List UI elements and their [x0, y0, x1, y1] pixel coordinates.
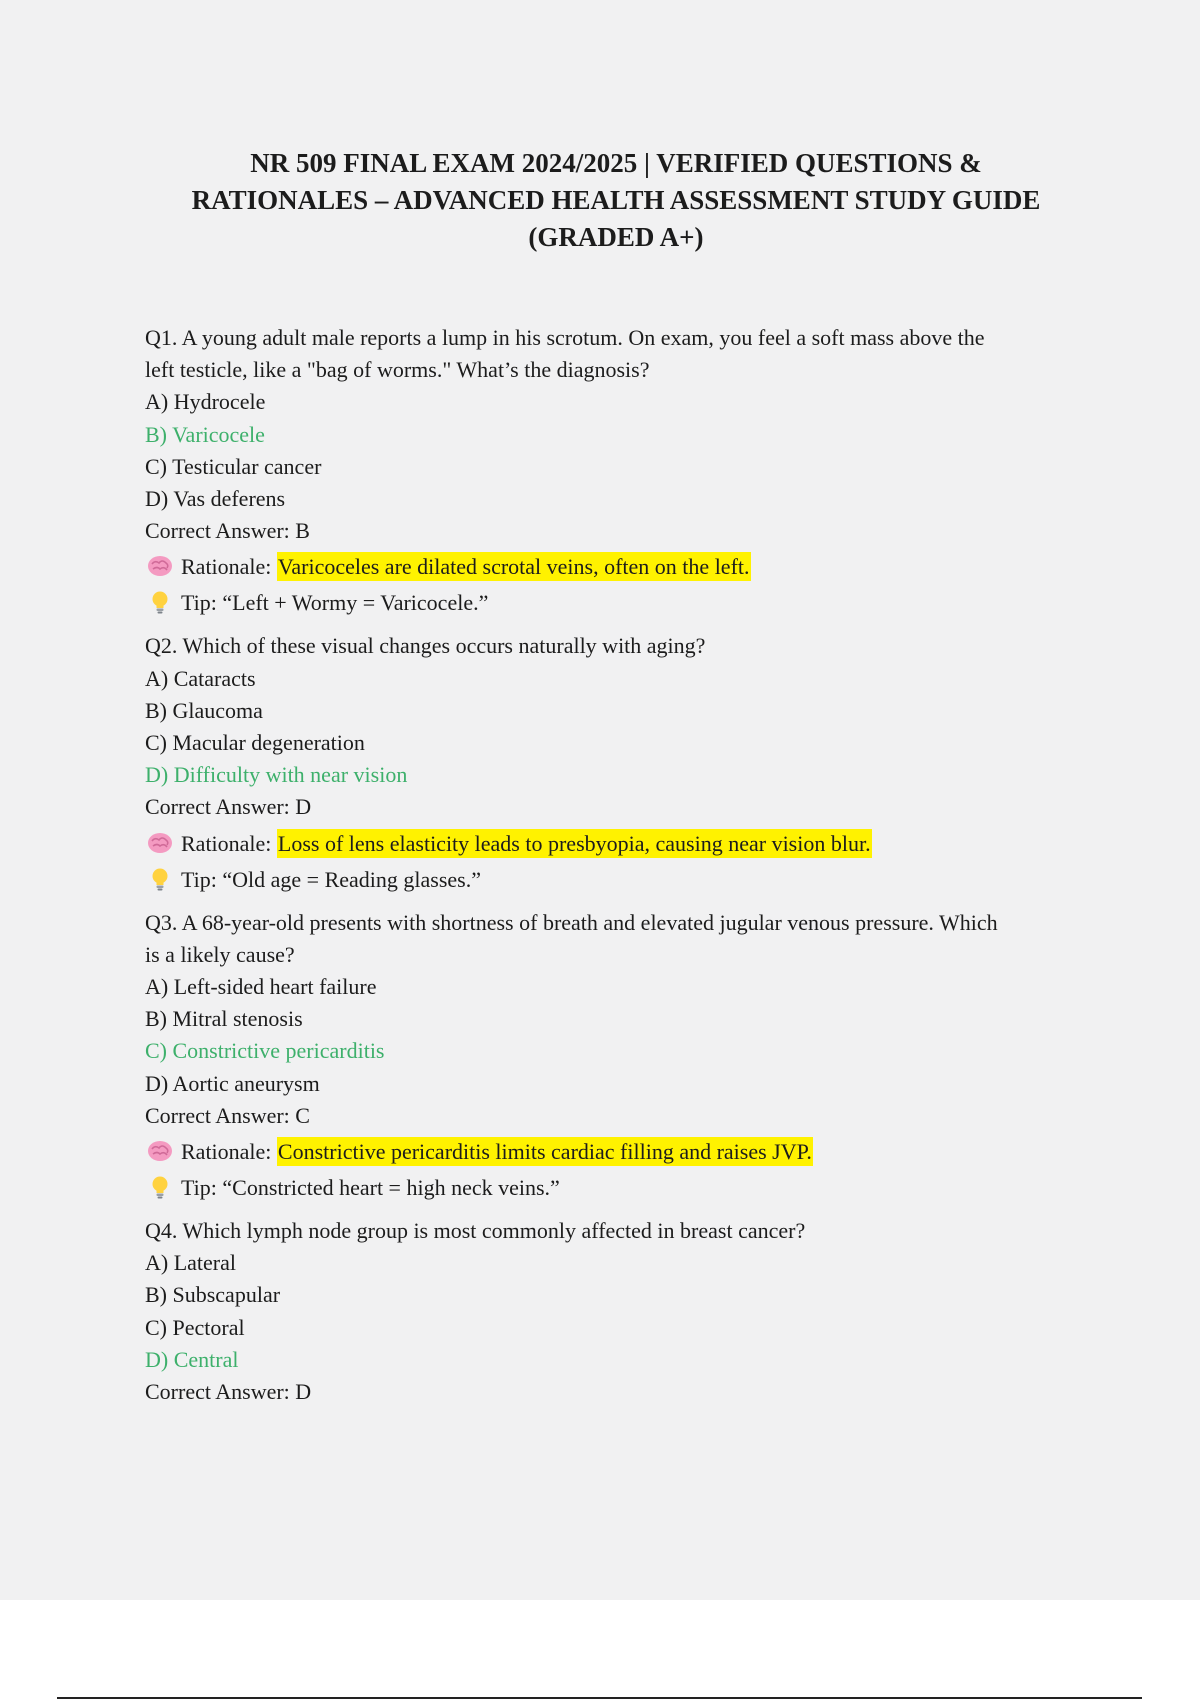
question-text: Q1. A young adult male reports a lump in his scrotum. On exam, you feel a soft mass above the: [145, 325, 985, 350]
correct-answer: Correct Answer: D: [145, 794, 312, 820]
rationale: [145, 549, 1090, 585]
title-line: NR 509 FINAL EXAM 2024/2025 | VERIFIED QUESTIONS &: [250, 148, 982, 178]
lightbulb-icon: [147, 866, 173, 892]
tip: [145, 862, 1090, 898]
question-4: [145, 1215, 1090, 1408]
option-d-correct: D) Difficulty with near vision: [145, 762, 408, 788]
correct-answer: Correct Answer: D: [145, 1379, 312, 1405]
question-text: Q3. A 68-year-old presents with shortness of breath and elevated jugular venous pressure. Which: [145, 909, 998, 935]
option-b: B) Mitral stenosis: [145, 1006, 303, 1032]
rationale: [145, 826, 1090, 862]
title-line: RATIONALES – ADVANCED HEALTH ASSESSMENT STUDY GUIDE: [191, 185, 1041, 215]
option-a: A) Cataracts: [145, 665, 256, 691]
tip-text: Tip: “Left + Wormy = Varicocele.”: [181, 590, 489, 616]
question-2: [145, 630, 1090, 897]
rationale: [145, 1134, 1090, 1170]
brain-icon: [147, 830, 173, 856]
option-d: D) Aortic aneurysm: [145, 1070, 320, 1096]
correct-answer: Correct Answer: B: [145, 518, 310, 544]
rationale-text: Loss of lens elasticity leads to presbyopia, causing near vision blur.: [277, 830, 871, 856]
option-b: B) Subscapular: [145, 1282, 281, 1308]
option-c: C) Macular degeneration: [145, 730, 365, 756]
rationale-text: Varicoceles are dilated scrotal veins, often on the left.: [277, 554, 750, 580]
title-line: (GRADED A+): [528, 222, 704, 252]
rationale-label: Rationale:: [181, 554, 272, 580]
rationale-label: Rationale:: [181, 830, 272, 856]
option-a: A) Left-sided heart failure: [145, 974, 377, 1000]
question-1: [145, 322, 1090, 621]
question-text: left testicle, like a "bag of worms." What’s the diagnosis?: [145, 357, 650, 383]
tip: [145, 1170, 1090, 1206]
question-text: Q2. Which of these visual changes occurs naturally with aging?: [145, 633, 706, 659]
option-b-correct: B) Varicocele: [145, 421, 265, 447]
option-c-correct: C) Constrictive pericarditis: [145, 1038, 385, 1064]
document-title: [150, 145, 1082, 256]
correct-answer: Correct Answer: C: [145, 1102, 310, 1128]
option-c: C) Testicular cancer: [145, 453, 322, 479]
option-d: D) Vas deferens: [145, 486, 286, 512]
option-d-correct: D) Central: [145, 1346, 239, 1372]
brain-icon: [147, 553, 173, 579]
tip-text: Tip: “Constricted heart = high neck veins.”: [181, 1175, 560, 1201]
question-list: [145, 322, 1090, 1417]
footer-divider: [57, 1697, 1142, 1699]
tip-text: Tip: “Old age = Reading glasses.”: [181, 866, 481, 892]
question-text: Q4. Which lymph node group is most commonly affected in breast cancer?: [145, 1218, 806, 1244]
rationale-label: Rationale:: [181, 1139, 272, 1165]
option-b: B) Glaucoma: [145, 697, 263, 723]
option-a: A) Hydrocele: [145, 389, 266, 415]
question-text: is a likely cause?: [145, 941, 295, 967]
option-a: A) Lateral: [145, 1250, 236, 1276]
tip: [145, 585, 1090, 621]
lightbulb-icon: [147, 589, 173, 615]
option-c: C) Pectoral: [145, 1314, 245, 1340]
rationale-text: Constrictive pericarditis limits cardiac filling and raises JVP.: [277, 1139, 812, 1165]
question-3: [145, 907, 1090, 1206]
lightbulb-icon: [147, 1174, 173, 1200]
brain-icon: [147, 1138, 173, 1164]
